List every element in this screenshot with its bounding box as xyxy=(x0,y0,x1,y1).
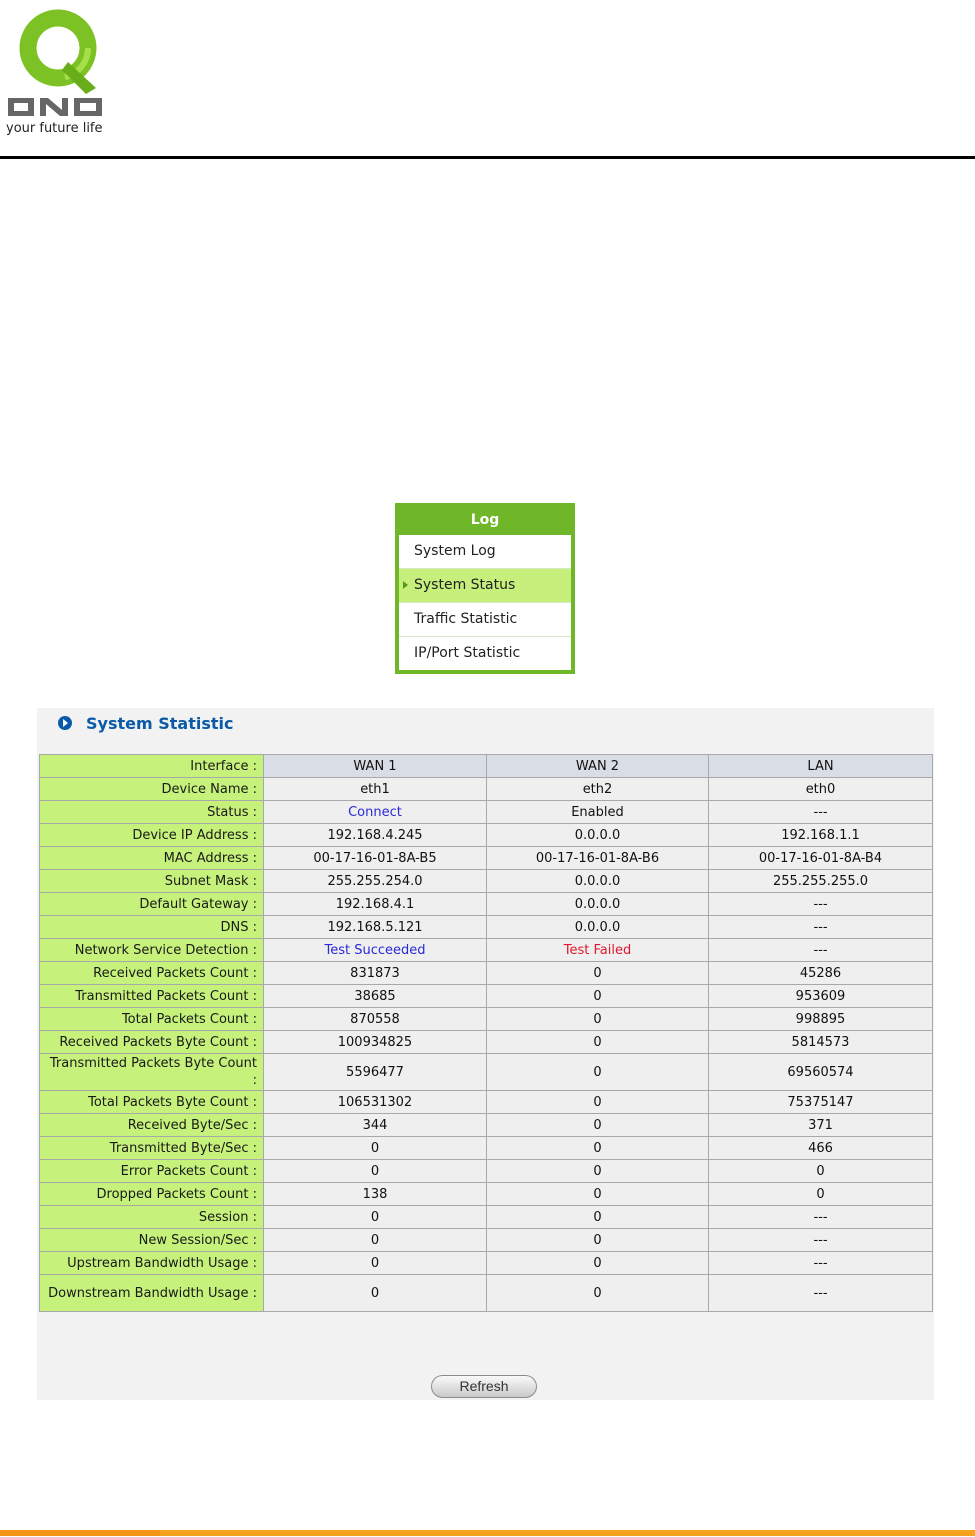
cell-wan2: 0 xyxy=(487,1229,709,1252)
cell-lan: 998895 xyxy=(709,1008,933,1031)
system-statistic-table xyxy=(39,754,933,1312)
row-label: Received Byte/Sec : xyxy=(40,1114,264,1137)
row-label: Status : xyxy=(40,801,264,824)
panel-title-text: System Statistic xyxy=(86,714,234,733)
cell-lan: --- xyxy=(709,1229,933,1252)
row-label: Transmitted Packets Count : xyxy=(40,985,264,1008)
cell-wan2: 0 xyxy=(487,1275,709,1312)
cell-wan1: 100934825 xyxy=(264,1031,487,1054)
cell-wan1: Connect xyxy=(264,801,487,824)
cell-wan2: Enabled xyxy=(487,801,709,824)
table-row xyxy=(40,1252,933,1275)
row-label: Subnet Mask : xyxy=(40,870,264,893)
header-label: Interface : xyxy=(40,755,264,778)
row-label: MAC Address : xyxy=(40,847,264,870)
cell-wan2: 0 xyxy=(487,1183,709,1206)
table-row xyxy=(40,1160,933,1183)
cell-lan: --- xyxy=(709,916,933,939)
row-label: Network Service Detection : xyxy=(40,939,264,962)
cell-wan1: 0 xyxy=(264,1160,487,1183)
cell-lan: eth0 xyxy=(709,778,933,801)
cell-wan2: eth2 xyxy=(487,778,709,801)
cell-lan: --- xyxy=(709,1252,933,1275)
table-row xyxy=(40,1091,933,1114)
table-header-row xyxy=(40,755,933,778)
row-label: DNS : xyxy=(40,916,264,939)
row-label: Default Gateway : xyxy=(40,893,264,916)
cell-wan2: 0 xyxy=(487,1137,709,1160)
cell-wan1: 255.255.254.0 xyxy=(264,870,487,893)
table-row xyxy=(40,1054,933,1091)
table-row xyxy=(40,1229,933,1252)
cell-lan: 371 xyxy=(709,1114,933,1137)
table-row xyxy=(40,870,933,893)
cell-wan2: 0.0.0.0 xyxy=(487,916,709,939)
cell-wan2: 0 xyxy=(487,1252,709,1275)
cell-wan2: 0.0.0.0 xyxy=(487,893,709,916)
table-row xyxy=(40,1183,933,1206)
cell-wan1: 0 xyxy=(264,1206,487,1229)
cell-wan2: 0 xyxy=(487,1206,709,1229)
cell-wan1: eth1 xyxy=(264,778,487,801)
menu-item-ip-port-statistic[interactable] xyxy=(399,637,571,670)
row-label: Transmitted Byte/Sec : xyxy=(40,1137,264,1160)
cell-wan2: Test Failed xyxy=(487,939,709,962)
table-row xyxy=(40,824,933,847)
row-label: Dropped Packets Count : xyxy=(40,1183,264,1206)
cell-wan2: 0.0.0.0 xyxy=(487,870,709,893)
row-label: Transmitted Packets Byte Count : xyxy=(40,1054,264,1091)
table-row xyxy=(40,778,933,801)
header-divider xyxy=(0,156,975,159)
cell-lan: 466 xyxy=(709,1137,933,1160)
log-menu-items xyxy=(399,535,571,670)
cell-wan1: 344 xyxy=(264,1114,487,1137)
table-row xyxy=(40,801,933,824)
cell-wan2: 0 xyxy=(487,1031,709,1054)
row-label: Total Packets Byte Count : xyxy=(40,1091,264,1114)
cell-lan: 00-17-16-01-8A-B4 xyxy=(709,847,933,870)
cell-wan1: Test Succeeded xyxy=(264,939,487,962)
row-label: Device IP Address : xyxy=(40,824,264,847)
logo-tagline: your future life xyxy=(6,121,103,136)
table-row xyxy=(40,1206,933,1229)
table-row xyxy=(40,1031,933,1054)
menu-item-label: System Log xyxy=(414,543,496,559)
footer-bar-accent xyxy=(0,1530,160,1536)
table-row xyxy=(40,939,933,962)
cell-wan2: 0 xyxy=(487,1114,709,1137)
selected-arrow-icon xyxy=(403,581,408,589)
cell-wan2: 0 xyxy=(487,1008,709,1031)
header-wan2: WAN 2 xyxy=(487,755,709,778)
qno-logo-icon xyxy=(6,2,118,120)
row-label: Downstream Bandwidth Usage : xyxy=(40,1275,264,1312)
table-row xyxy=(40,1137,933,1160)
cell-wan1: 38685 xyxy=(264,985,487,1008)
cell-lan: --- xyxy=(709,893,933,916)
cell-wan1: 0 xyxy=(264,1252,487,1275)
cell-wan2: 0 xyxy=(487,1091,709,1114)
row-label: New Session/Sec : xyxy=(40,1229,264,1252)
refresh-button[interactable]: Refresh xyxy=(431,1375,537,1398)
menu-item-label: IP/Port Statistic xyxy=(414,645,521,661)
log-menu xyxy=(395,503,575,674)
cell-wan2: 0 xyxy=(487,1054,709,1091)
menu-item-system-log[interactable] xyxy=(399,535,571,569)
table-row xyxy=(40,1114,933,1137)
cell-lan: 45286 xyxy=(709,962,933,985)
arrow-circle-icon xyxy=(58,716,72,730)
cell-wan1: 192.168.4.1 xyxy=(264,893,487,916)
cell-lan: 0 xyxy=(709,1183,933,1206)
cell-wan1: 870558 xyxy=(264,1008,487,1031)
cell-lan: --- xyxy=(709,801,933,824)
cell-lan: 69560574 xyxy=(709,1054,933,1091)
cell-wan1: 0 xyxy=(264,1229,487,1252)
cell-lan: 192.168.1.1 xyxy=(709,824,933,847)
cell-wan1: 5596477 xyxy=(264,1054,487,1091)
cell-lan: 5814573 xyxy=(709,1031,933,1054)
table-row xyxy=(40,893,933,916)
cell-wan1: 138 xyxy=(264,1183,487,1206)
cell-lan: --- xyxy=(709,939,933,962)
row-label: Total Packets Count : xyxy=(40,1008,264,1031)
header-wan1: WAN 1 xyxy=(264,755,487,778)
cell-wan2: 0 xyxy=(487,962,709,985)
cell-wan1: 0 xyxy=(264,1275,487,1312)
table-row xyxy=(40,985,933,1008)
cell-lan: 75375147 xyxy=(709,1091,933,1114)
cell-wan1: 192.168.4.245 xyxy=(264,824,487,847)
cell-lan: --- xyxy=(709,1275,933,1312)
row-label: Received Packets Byte Count : xyxy=(40,1031,264,1054)
menu-item-system-status[interactable] xyxy=(399,569,571,603)
row-label: Session : xyxy=(40,1206,264,1229)
qno-logo xyxy=(6,2,118,138)
table-row xyxy=(40,916,933,939)
panel-title xyxy=(58,712,233,736)
row-label: Received Packets Count : xyxy=(40,962,264,985)
cell-wan2: 0 xyxy=(487,985,709,1008)
cell-lan: 255.255.255.0 xyxy=(709,870,933,893)
row-label: Device Name : xyxy=(40,778,264,801)
cell-wan2: 0 xyxy=(487,1160,709,1183)
menu-item-traffic-statistic[interactable] xyxy=(399,603,571,637)
row-label: Error Packets Count : xyxy=(40,1160,264,1183)
header-lan: LAN xyxy=(709,755,933,778)
cell-wan2: 0.0.0.0 xyxy=(487,824,709,847)
table-row xyxy=(40,847,933,870)
cell-wan1: 106531302 xyxy=(264,1091,487,1114)
menu-item-label: System Status xyxy=(414,577,516,593)
cell-wan1: 192.168.5.121 xyxy=(264,916,487,939)
cell-wan1: 00-17-16-01-8A-B5 xyxy=(264,847,487,870)
table-row xyxy=(40,962,933,985)
cell-wan1: 0 xyxy=(264,1137,487,1160)
cell-lan: 0 xyxy=(709,1160,933,1183)
cell-wan2: 00-17-16-01-8A-B6 xyxy=(487,847,709,870)
cell-wan1: 831873 xyxy=(264,962,487,985)
table-row xyxy=(40,1008,933,1031)
log-menu-title: Log xyxy=(470,512,500,528)
menu-item-label: Traffic Statistic xyxy=(414,611,518,627)
row-label: Upstream Bandwidth Usage : xyxy=(40,1252,264,1275)
table-row xyxy=(40,1275,933,1312)
cell-lan: --- xyxy=(709,1206,933,1229)
cell-lan: 953609 xyxy=(709,985,933,1008)
